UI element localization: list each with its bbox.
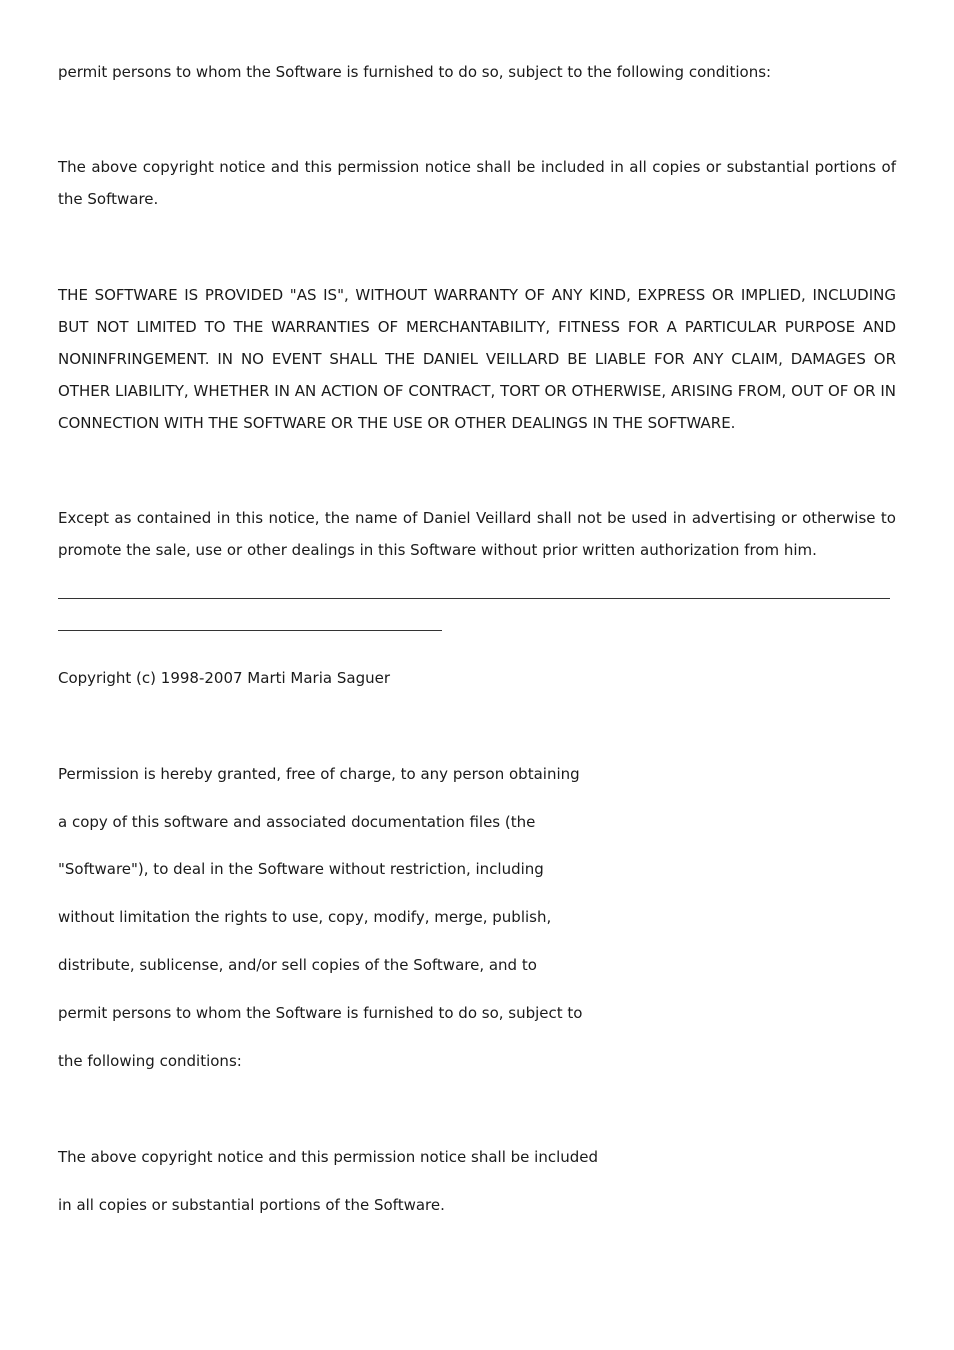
permission-line: "Software"), to deal in the Software without restriction, including — [58, 860, 544, 878]
notice-line: in all copies or substantial portions of the Software. — [58, 1196, 445, 1214]
permission-line: the following conditions: — [58, 1052, 242, 1070]
copyright-line: Copyright (c) 1998-2007 Marti Maria Saguer — [58, 669, 390, 687]
paragraph-copyright-notice: The above copyright notice and this permission notice shall be included in all copies or substantial portions of the Software. — [58, 158, 896, 208]
separator-line — [58, 598, 890, 599]
permission-line: Permission is hereby granted, free of charge, to any person obtaining — [58, 765, 580, 783]
permission-line: permit persons to whom the Software is furnished to do so, subject to — [58, 1004, 583, 1022]
notice-line: The above copyright notice and this permission notice shall be included — [58, 1148, 599, 1166]
separator-line-short — [58, 630, 442, 631]
paragraph-warranty-disclaimer: THE SOFTWARE IS PROVIDED "AS IS", WITHOUT WARRANTY OF ANY KIND, EXPRESS OR IMPLIED, INCLUDING BUT NOT LIMITED TO THE WARRANTIES OF MERCHANTABILITY, FITNESS FOR A PARTICULAR PURPOSE AND NONINFRINGEMENT. IN NO EVENT SHALL THE DANIEL VEILLARD BE LIABLE FOR ANY CLAIM, DAMAGES OR OTHER LIABILITY, WHETHER IN AN ACTION OF CONTRACT, TORT OR OTHERWISE, ARISING FROM, OUT OF OR IN CONNECTION WITH THE SOFTWARE OR THE USE OR OTHER DEALINGS IN THE SOFTWARE. — [58, 286, 896, 432]
permission-line: distribute, sublicense, and/or sell copies of the Software, and to — [58, 956, 537, 974]
permission-line: a copy of this software and associated documentation files (the — [58, 813, 536, 831]
permission-line: without limitation the rights to use, copy, modify, merge, publish, — [58, 908, 552, 926]
paragraph-conditions: permit persons to whom the Software is furnished to do so, subject to the following conditions: — [58, 63, 772, 81]
paragraph-name-usage: Except as contained in this notice, the name of Daniel Veillard shall not be used in advertising or otherwise to promote the sale, use or other dealings in this Software without prior written authorization from him. — [58, 509, 896, 559]
